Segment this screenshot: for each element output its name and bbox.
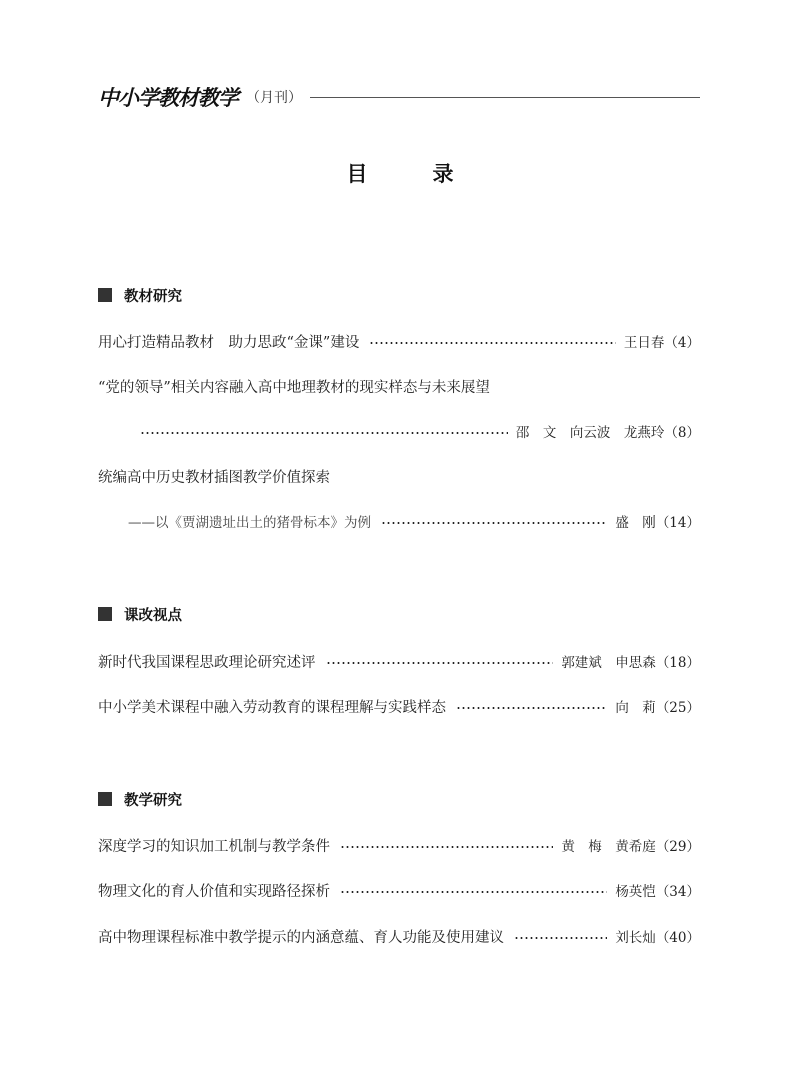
entry-author: 邵 文 向云波 龙燕玲 (515, 425, 665, 441)
toc-entry[interactable] (98, 924, 700, 948)
entry-page: （18） (655, 655, 700, 671)
toc-entry[interactable] (98, 833, 700, 857)
dot-leader (456, 707, 607, 709)
toc-entry-continuation (140, 419, 700, 443)
entry-page: （29） (655, 839, 700, 855)
entry-author: 王日春 (623, 335, 665, 351)
section-heading (98, 284, 182, 306)
header-rule (310, 97, 700, 98)
entry-title: 中小学美术课程中融入劳动教育的课程理解与实践样态 (98, 699, 446, 716)
entry-title: 深度学习的知识加工机制与教学条件 (98, 838, 330, 855)
entry-page: （34） (655, 884, 700, 900)
entry-title: 高中物理课程标准中教学提示的内涵意蕴、育人功能及使用建议 (98, 929, 504, 946)
toc-entry[interactable] (98, 649, 700, 673)
entry-title: 用心打造精品教材 助力思政“金课”建设 (98, 334, 360, 351)
square-bullet-icon (98, 288, 112, 302)
entry-author: 郭建斌 申思森 (561, 655, 656, 671)
section-heading (98, 788, 182, 810)
dot-leader (369, 342, 616, 344)
entry-page: （8） (664, 425, 700, 441)
entry-author: 刘长灿 (615, 930, 656, 946)
journal-type: （月刊） (246, 90, 302, 106)
dot-leader (340, 846, 553, 848)
toc-entry[interactable] (98, 878, 700, 902)
section-label: 课改视点 (124, 607, 182, 624)
square-bullet-icon (98, 792, 112, 806)
toc-entry[interactable] (98, 464, 700, 488)
toc-entry[interactable] (98, 329, 700, 353)
entry-page: （40） (655, 930, 700, 946)
dot-leader (340, 891, 607, 893)
entry-author: 盛 刚 (615, 515, 656, 531)
dot-leader (381, 522, 607, 524)
dot-leader (326, 662, 554, 664)
entry-author: 杨英恺 (615, 884, 656, 900)
entry-page: （25） (655, 700, 700, 716)
toc-entry[interactable] (98, 694, 700, 718)
entry-title: 新时代我国课程思政理论研究述评 (98, 654, 316, 671)
entry-title: 统编高中历史教材插图教学价值探索 (98, 469, 330, 486)
entry-title: “党的领导”相关内容融入高中地理教材的现实样态与未来展望 (98, 379, 490, 396)
toc-entry[interactable] (98, 374, 700, 398)
section-heading (98, 603, 182, 625)
section-label: 教材研究 (124, 288, 182, 305)
square-bullet-icon (98, 607, 112, 621)
entry-page: （14） (655, 515, 700, 531)
page-title: 目 录 (346, 162, 476, 186)
entry-author: 黄 梅 黄希庭 (561, 839, 656, 855)
dot-leader (140, 432, 508, 434)
entry-page: （4） (664, 335, 700, 351)
toc-entry-subtitle-row (128, 509, 700, 533)
dot-leader (514, 937, 607, 939)
entry-subtitle: ——以《贾湖遗址出土的猪骨标本》为例 (128, 515, 371, 531)
entry-author: 向 莉 (615, 700, 656, 716)
entry-title: 物理文化的育人价值和实现路径探析 (98, 883, 330, 900)
journal-header (98, 82, 700, 112)
section-label: 教学研究 (124, 792, 182, 809)
journal-logo: 中小学教材教学 (98, 86, 238, 110)
